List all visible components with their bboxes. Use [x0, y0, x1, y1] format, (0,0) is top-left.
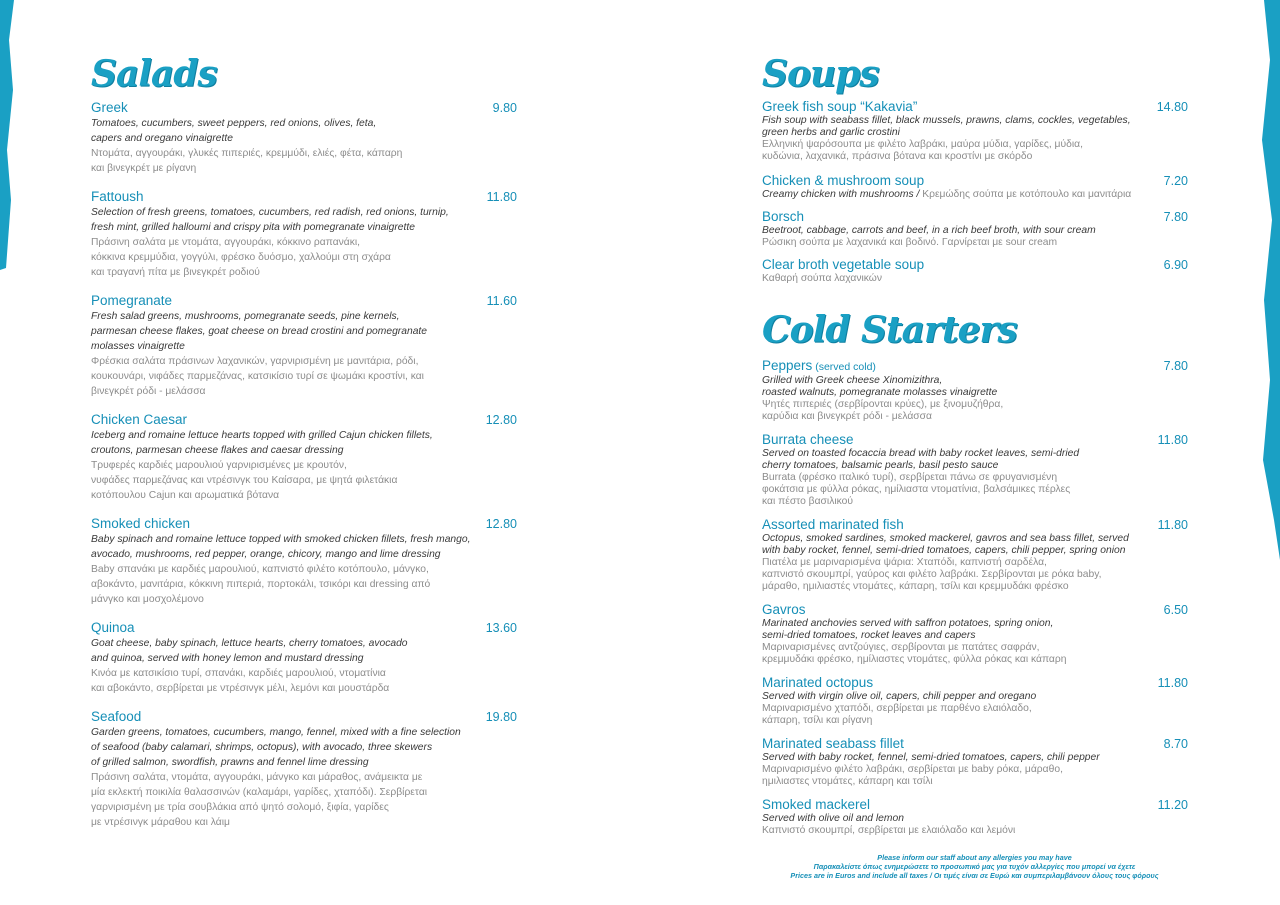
- menu-item-quinoa: [91, 620, 517, 696]
- menu-item-name: Fattoush: [91, 189, 144, 204]
- menu-item-price: 11.80: [1157, 676, 1188, 690]
- menu-item-description-en: of seafood (baby calamari, shrimps, octopus), with avocado, three skewers: [91, 742, 433, 753]
- menu-item-description-gr: Ντομάτα, αγγουράκι, γλυκές πιπεριές, κρεμμύδι, ελιές, φέτα, κάπαρη: [91, 148, 403, 159]
- menu-item-description-en: molasses vinaigrette: [91, 341, 185, 352]
- menu-item-description-gr: Πράσινη σαλάτα με ντομάτα, αγγουράκι, κόκκινο ραπανάκι,: [91, 237, 361, 248]
- menu-item-header: [91, 293, 517, 309]
- menu-item-header: [762, 675, 1188, 691]
- soups-list: [762, 99, 1188, 285]
- menu-item-name-wrap: [91, 293, 172, 309]
- menu-item-name: Borsch: [762, 209, 805, 224]
- menu-item-description-gr: και βινεγκρέτ με ρίγανη: [91, 163, 197, 174]
- menu-item-header: [762, 432, 1188, 448]
- menu-item-price: 11.60: [486, 294, 517, 308]
- menu-item-description-gr: Τρυφερές καρδιές μαρουλιού γαρνιρισμένες με κρουτόν,: [91, 460, 347, 471]
- menu-item-price: 12.80: [485, 517, 517, 531]
- menu-item-description-en: Beetroot, cabbage, carrots and beef, in a rich beef broth, with sour cream: [762, 225, 1096, 236]
- menu-item-price: 7.80: [1163, 359, 1188, 373]
- menu-item-description-gr: μία εκλεκτή ποικιλία θαλασσινών (καλαμάρι, γαρίδες, χταπόδι). Σερβίρεται: [91, 787, 428, 798]
- menu-item-description-en: Served with virgin olive oil, capers, chili pepper and oregano: [762, 691, 1037, 702]
- menu-item-name-wrap: [762, 99, 917, 115]
- menu-item-price: 11.20: [1157, 798, 1188, 812]
- menu-item-description-gr: Καθαρή σούπα λαχανικών: [762, 273, 882, 284]
- menu-item-name-wrap: [91, 516, 190, 532]
- menu-item-header: [91, 709, 517, 725]
- menu-item-header: [91, 412, 517, 428]
- cold-starters-heading: Cold Starters: [762, 309, 1017, 351]
- menu-item-pomegranate: [91, 293, 517, 399]
- menu-item-description-gr: καπνιστό σκουμπρί, γαύρος και φιλέτο λαβράκι. Σερβίρονται με ρόκα baby,: [762, 569, 1102, 580]
- menu-item-description-en: parmesan cheese flakes, goat cheese on bread crostini and pomegranate: [91, 326, 428, 337]
- menu-item-description-gr: αβοκάντο, μανιτάρια, κόκκινη πιπεριά, πορτοκάλι, τσικόρι και dressing από: [91, 579, 431, 590]
- allergy-footer: [762, 853, 1187, 880]
- menu-item-name-wrap: [91, 709, 141, 725]
- menu-item-name-wrap: [91, 100, 128, 116]
- menu-item-description-gr: Κρεμώδης σούπα με κοτόπουλο και μανιτάρια: [922, 189, 1132, 200]
- menu-item-marinated-octopus: [762, 675, 1188, 727]
- menu-item-description-en: Fresh salad greens, mushrooms, pomegranate seeds, pine kernels,: [91, 311, 400, 322]
- menu-item-description-en: [762, 189, 1188, 201]
- menu-item-description-en: Goat cheese, baby spinach, lettuce hearts, cherry tomatoes, avocado: [91, 638, 408, 649]
- menu-item-description-gr: Burrata (φρέσκο ιταλικό τυρί), σερβίρεται πάνω σε φρυγανισμένη: [762, 472, 1058, 483]
- menu-item-name-wrap: [762, 173, 924, 189]
- menu-item-description-gr: Μαριναρισμένες αντζούγιες, σερβίρονται με πατάτες σαφράν,: [762, 642, 1040, 653]
- menu-item-description-gr: Μαριναρισμένο φιλέτο λαβράκι, σερβίρεται με baby ρόκα, μάραθο,: [762, 764, 1063, 775]
- menu-item-price: 11.80: [1157, 433, 1188, 447]
- menu-item-description-en: capers and oregano vinaigrette: [91, 133, 233, 144]
- menu-item-price: 8.70: [1163, 737, 1188, 751]
- menu-item-name: Marinated octopus: [762, 675, 874, 690]
- menu-item-description-gr: κυδώνια, λαχανικά, πράσινα βότανα και κροστίνι με σκόρδο: [762, 151, 1033, 162]
- menu-item-price: 13.60: [485, 621, 517, 635]
- menu-item-description-gr: και αβοκάντο, σερβίρεται με ντρέσινγκ μέλι, λεμόνι και μουστάρδα: [91, 683, 390, 694]
- menu-item-description-gr: μάνγκο και μοσχολέμονο: [91, 594, 204, 605]
- menu-item-description-gr: Μαριναρισμένο χταπόδι, σερβίρεται με παρθένο ελαιόλαδο,: [762, 703, 1032, 714]
- menu-item-description-en: croutons, parmesan cheese flakes and caesar dressing: [91, 445, 344, 456]
- menu-item-name: Quinoa: [91, 620, 135, 635]
- menu-item-price: 6.90: [1163, 258, 1188, 272]
- menu-item-name-wrap: [91, 189, 144, 205]
- footer-line-prices: Prices are in Euros and include all taxes / Οι τιμές είναι σε Ευρώ και συμπεριλαμβάνουν όλους τους φόρους: [790, 871, 1159, 880]
- menu-item-gavros: [762, 602, 1188, 666]
- menu-item-name-wrap: [762, 358, 876, 375]
- menu-item-price: 11.80: [486, 190, 517, 204]
- menu-item-description-gr: Ρώσικη σούπα με λαχανικά και βοδινό. Γαρνίρεται με sour cream: [762, 237, 1058, 248]
- menu-item-description-gr: Πράσινη σαλάτα, ντομάτα, αγγουράκι, μάνγκο και μάραθος, ανάμεικτα με: [91, 772, 423, 783]
- menu-item-chicken-mushroom-soup: [762, 173, 1188, 201]
- menu-item-description-gr: Καπνιστό σκουμπρί, σερβίρεται με ελαιόλαδο και λεμόνι: [762, 825, 1016, 836]
- menu-item-header: [762, 736, 1188, 752]
- menu-item-description-en: Baby spinach and romaine lettuce topped with smoked chicken fillets, fresh mango,: [91, 534, 471, 545]
- menu-item-name: Smoked mackerel: [762, 797, 871, 812]
- menu-item-description-gr: μάραθο, ημιλιαστές ντομάτες, κάπαρη, τσίλι και κρεμμυδάκι φρέσκο: [762, 581, 1069, 592]
- footer-line-allergy-gr: Παρακαλείστε όπως ενημερώσετε το προσωπικό μας για τυχόν αλλεργίες που μπορεί να έχετε: [813, 862, 1136, 871]
- menu-item-description-gr: Πιατέλα με μαριναρισμένα ψάρια: Χταπόδι, καπνιστή σαρδέλα,: [762, 557, 1047, 568]
- menu-item-name: Chicken & mushroom soup: [762, 173, 925, 188]
- menu-item-description-gr: Φρέσκια σαλάτα πράσινων λαχανικών, γαρνιρισμένη με μανιτάρια, ρόδι,: [91, 356, 419, 367]
- menu-item-greek-fish-soup-kakavia: [762, 99, 1188, 163]
- menu-item-burrata-cheese: [762, 432, 1188, 508]
- menu-item-name-wrap: [762, 797, 870, 813]
- menu-item-name: Greek fish soup “Kakavia”: [762, 99, 918, 114]
- salads-section: [91, 53, 517, 830]
- menu-item-name-wrap: [762, 675, 873, 691]
- menu-item-name: Pomegranate: [91, 293, 173, 308]
- soups-section: [762, 53, 1188, 285]
- menu-item-description-en-text: Creamy chicken with mushrooms /: [762, 189, 920, 200]
- menu-item-name: Marinated seabass fillet: [762, 736, 904, 751]
- menu-item-name-wrap: [762, 432, 854, 448]
- menu-item-description-en: Grilled with Greek cheese Xinomizithra,: [762, 375, 943, 386]
- salads-heading: Salads: [91, 53, 217, 95]
- menu-item-header: [762, 797, 1188, 813]
- menu-item-name-wrap: [762, 736, 904, 752]
- menu-item-price: 11.80: [1157, 518, 1188, 532]
- menu-item-chicken-caesar: [91, 412, 517, 503]
- menu-item-description-gr: ημιλιαστες ντομάτες, κάπαρη και τσίλι: [762, 776, 933, 787]
- menu-item-header: [762, 99, 1188, 115]
- menu-item-header: [762, 358, 1188, 375]
- menu-item-description-en: semi-dried tomatoes, rocket leaves and capers: [762, 630, 976, 641]
- menu-item-name: Seafood: [91, 709, 142, 724]
- menu-item-description-en: roasted walnuts, pomegranate molasses vinaigrette: [762, 387, 998, 398]
- menu-item-name: Peppers: [762, 358, 813, 373]
- menu-item-name: Gavros: [762, 602, 806, 617]
- menu-item-name-wrap: [91, 412, 187, 428]
- menu-item-name: Clear broth vegetable soup: [762, 257, 925, 272]
- menu-item-header: [762, 209, 1188, 225]
- menu-item-description-en: of grilled salmon, swordfish, prawns and fennel lime dressing: [91, 757, 369, 768]
- menu-item-description-en: Selection of fresh greens, tomatoes, cucumbers, red radish, red onions, turnip,: [91, 207, 449, 218]
- menu-item-description-en: avocado, mushrooms, red pepper, orange, chicory, mango and lime dressing: [91, 549, 441, 560]
- menu-item-description-en: cherry tomatoes, balsamic pearls, basil pesto sauce: [762, 460, 999, 471]
- menu-item-clear-broth-vegetable-soup: [762, 257, 1188, 285]
- menu-item-description-gr: κάπαρη, τσίλι και ρίγανη: [762, 715, 873, 726]
- menu-item-description-gr: με ντρέσινγκ μάραθου και λάιμ: [91, 817, 230, 828]
- menu-item-note: (served cold): [812, 361, 876, 373]
- menu-item-description-en: Fish soup with seabass fillet, black mussels, prawns, clams, cockles, vegetables,: [762, 115, 1131, 126]
- menu-item-description-en: Served with olive oil and lemon: [762, 813, 904, 824]
- menu-item-price: 6.50: [1163, 603, 1188, 617]
- menu-item-header: [762, 517, 1188, 533]
- menu-item-description-en: fresh mint, grilled halloumi and crispy pita with pomegranate vinaigrette: [91, 222, 415, 233]
- menu-item-description-gr: Ελληνική ψαρόσουπα με φιλέτο λαβράκι, μαύρα μύδια, γαρίδες, μύδια,: [762, 139, 1083, 150]
- cold-starters-section: [762, 309, 1188, 837]
- menu-item-borsch: [762, 209, 1188, 249]
- menu-item-description-gr: Baby σπανάκι με καρδιές μαρουλιού, καπνιστό φιλέτο κοτόπουλο, μάνγκο,: [91, 564, 429, 575]
- menu-item-header: [762, 173, 1188, 189]
- menu-item-name-wrap: [762, 517, 904, 533]
- cold-starters-list: [762, 358, 1188, 837]
- menu-item-marinated-seabass-fillet: [762, 736, 1188, 788]
- menu-item-header: [91, 189, 517, 205]
- menu-item-description-en: Marinated anchovies served with saffron potatoes, spring onion,: [762, 618, 1054, 629]
- menu-item-peppers: [762, 358, 1188, 423]
- menu-item-header: [762, 602, 1188, 618]
- menu-item-header: [91, 620, 517, 636]
- menu-item-seafood: [91, 709, 517, 830]
- menu-item-description-gr: κουκουνάρι, νιφάδες παρμεζάνας, κατσικίσιο τυρί σε ψωμάκι κροστίνι, και: [91, 371, 424, 382]
- menu-item-description-en: Iceberg and romaine lettuce hearts topped with grilled Cajun chicken fillets,: [91, 430, 433, 441]
- menu-item-description-gr: γαρνιρισμένη με τρία σουβλάκια από ψητό σολομό, ξιφία, γαρίδες: [91, 802, 389, 813]
- menu-item-description-gr: Ψητές πιπεριές (σερβίρονται κρύες), με ξινομυζήθρα,: [762, 399, 1004, 410]
- menu-item-greek: [91, 100, 517, 176]
- menu-item-description-en: green herbs and garlic crostini: [762, 127, 900, 138]
- menu-item-description-en: Garden greens, tomatoes, cucumbers, mango, fennel, mixed with a fine selection: [91, 727, 461, 738]
- soups-heading: Soups: [762, 53, 879, 95]
- menu-item-name: Burrata cheese: [762, 432, 854, 447]
- menu-item-name: Chicken Caesar: [91, 412, 188, 427]
- footer-line-allergy-en: Please inform our staff about any allergies you may have: [877, 853, 1072, 862]
- menu-item-name-wrap: [762, 602, 806, 618]
- menu-item-name-wrap: [91, 620, 135, 636]
- menu-item-description-en: Octopus, smoked sardines, smoked mackerel, gavros and sea bass fillet, served: [762, 533, 1129, 544]
- menu-item-description-en: with baby rocket, fennel, semi-dried tomatoes, capers, chili pepper, spring onion: [762, 545, 1126, 556]
- left-brush-stroke-decoration: [0, 0, 16, 270]
- menu-item-description-gr: φοκάτσια με φύλλα ρόκας, ημίλιαστα ντοματίνια, βαλσάμικες πέρλες: [762, 484, 1071, 495]
- menu-item-description-gr: βινεγκρέτ ρόδι - μελάσσα: [91, 386, 206, 397]
- menu-item-assorted-marinated-fish: [762, 517, 1188, 593]
- menu-item-description-gr: και τραγανή πίτα με βινεγκρέτ ροδιού: [91, 267, 260, 278]
- right-brush-stroke-decoration: [1258, 0, 1280, 560]
- menu-item-header: [91, 100, 517, 116]
- menu-item-price: 14.80: [1156, 100, 1188, 114]
- menu-item-name-wrap: [762, 257, 924, 273]
- menu-item-price: 12.80: [485, 413, 517, 427]
- menu-item-description-gr: νυφάδες παρμεζάνας και ντρέσινγκ του Καίσαρα, με ψητά φιλετάκια: [91, 475, 398, 486]
- menu-item-header: [762, 257, 1188, 273]
- menu-item-description-en: Served on toasted focaccia bread with baby rocket leaves, semi-dried: [762, 448, 1080, 459]
- menu-item-fattoush: [91, 189, 517, 280]
- menu-item-description-gr: καρύδια και βινεγκρέτ ρόδι - μελάσσα: [762, 411, 932, 422]
- menu-item-description-gr: κρεμμυδάκι φρέσκο, ημίλιαστες ντομάτες, φύλλα ρόκας και κάπαρη: [762, 654, 1067, 665]
- menu-item-header: [91, 516, 517, 532]
- menu-item-name-wrap: [762, 209, 804, 225]
- menu-item-name: Smoked chicken: [91, 516, 191, 531]
- menu-item-price: 9.80: [492, 101, 517, 115]
- menu-item-description-en: Served with baby rocket, fennel, semi-dried tomatoes, capers, chili pepper: [762, 752, 1100, 763]
- menu-item-name: Assorted marinated fish: [762, 517, 904, 532]
- menu-item-description-en: Tomatoes, cucumbers, sweet peppers, red onions, olives, feta,: [91, 118, 377, 129]
- menu-item-name: Greek: [91, 100, 128, 115]
- menu-item-description-gr: και πέστο βασιλικού: [762, 496, 854, 507]
- menu-item-description-gr: κοτόπουλου Cajun και αρωματικά βότανα: [91, 490, 280, 501]
- salads-list: [91, 100, 517, 830]
- menu-item-price: 19.80: [485, 710, 517, 724]
- menu-item-price: 7.20: [1163, 174, 1188, 188]
- menu-item-smoked-chicken: [91, 516, 517, 607]
- menu-item-smoked-mackerel: [762, 797, 1188, 837]
- menu-item-description-en: and quinoa, served with honey lemon and mustard dressing: [91, 653, 364, 664]
- menu-item-description-gr: κόκκινα κρεμμύδια, γογγύλι, φρέσκο δυόσμο, χαλλούμι στη σχάρα: [91, 252, 391, 263]
- menu-item-price: 7.80: [1163, 210, 1188, 224]
- menu-item-description-gr: Κινόα με κατσικίσιο τυρί, σπανάκι, καρδιές μαρουλιού, ντοματίνια: [91, 668, 386, 679]
